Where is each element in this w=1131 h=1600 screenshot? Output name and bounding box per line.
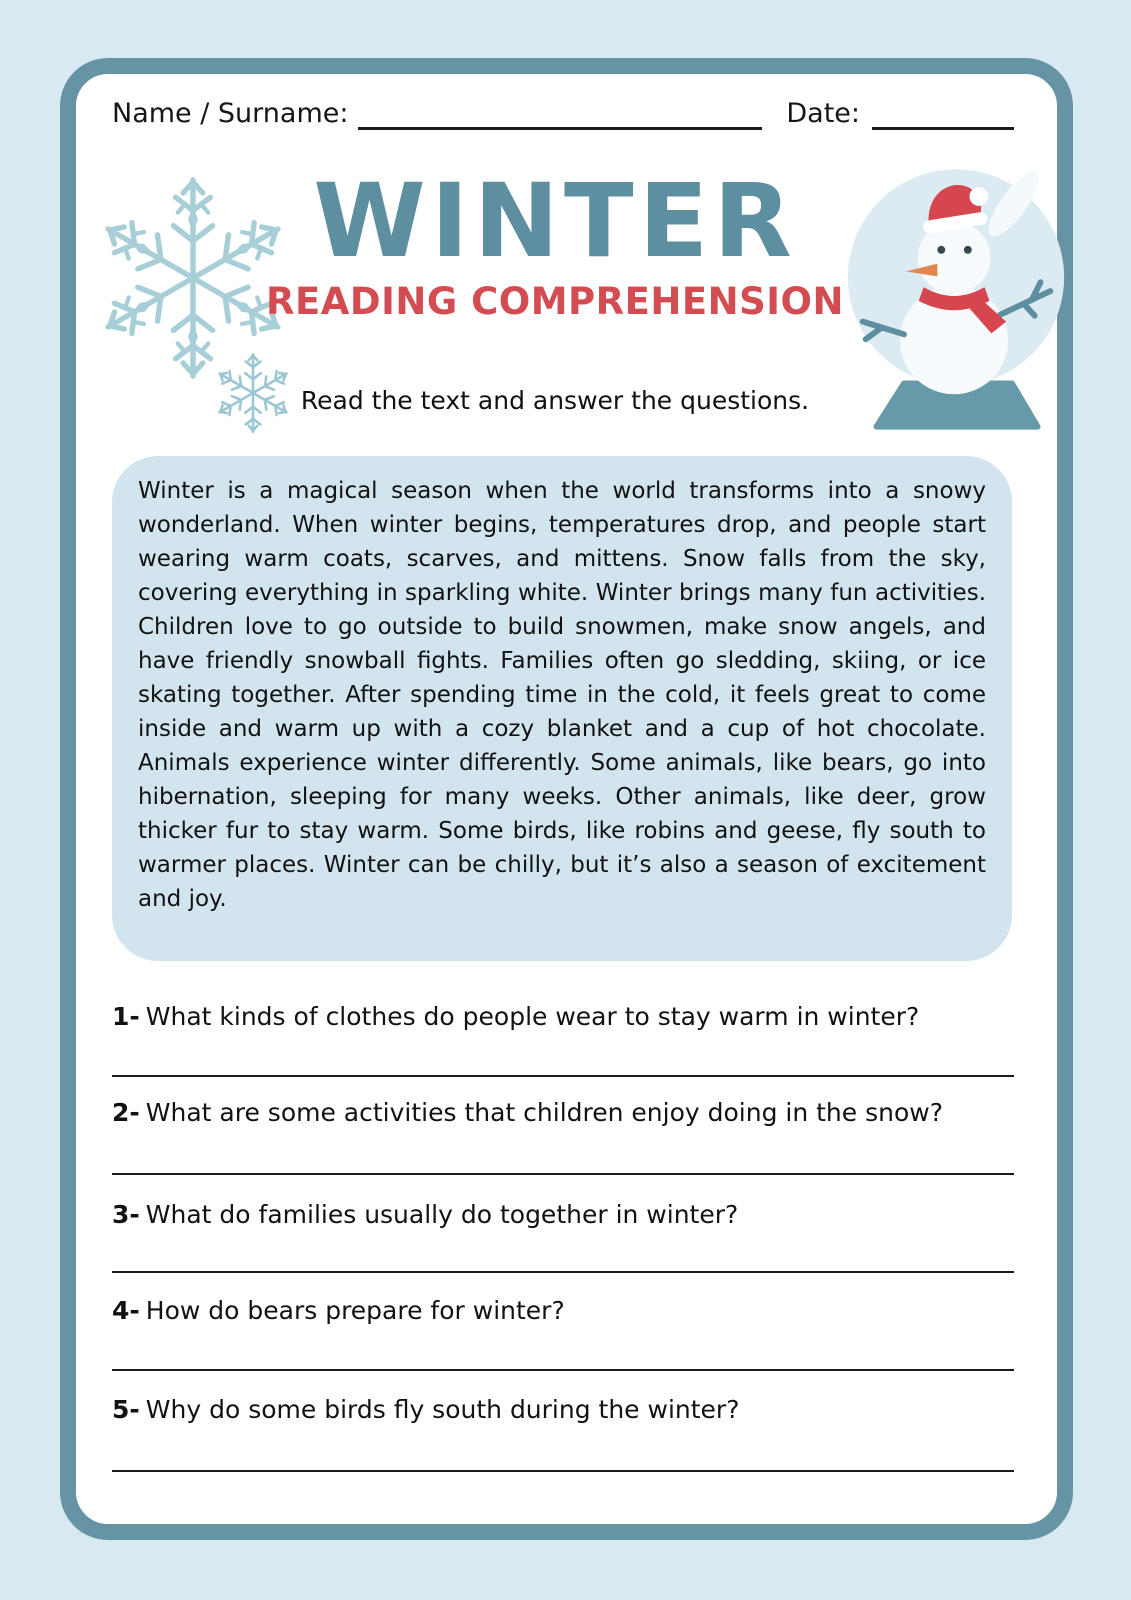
- question-4-number: 4-: [112, 1296, 140, 1325]
- question-2: [112, 1097, 1014, 1128]
- question-3-number: 3-: [112, 1200, 140, 1229]
- question-4: [112, 1295, 1014, 1326]
- question-3: [112, 1199, 1014, 1230]
- page-title: WINTER: [313, 162, 797, 281]
- question-2-number: 2-: [112, 1098, 140, 1127]
- answer-line-5[interactable]: [112, 1470, 1014, 1472]
- date-input-line[interactable]: [872, 101, 1014, 130]
- answer-line-3[interactable]: [112, 1271, 1014, 1273]
- question-5: [112, 1394, 1014, 1425]
- title-block: [250, 162, 860, 324]
- instruction-text: Read the text and answer the questions.: [300, 386, 810, 415]
- question-1-text: What kinds of clothes do people wear to stay warm in winter?: [145, 1002, 920, 1031]
- page-subtitle: READING COMPREHENSION: [266, 280, 844, 324]
- passage-text: Winter is a magical season when the world transforms into a snowy wonderland. When winter begins, temperatures drop, and people start wearing warm coats, scarves, and mittens. Snow falls from the sky, covering everything in sparkling white. Winter brings many fun activities. Children love to go outside to build snowmen, make snow angels, and have friendly snowball fights. Families often go sledding, skiing, or ice skating together. After spending time in the cold, it feels great to come inside and warm up with a cozy blanket and a cup of hot chocolate. Animals experience winter differently. Some animals, like bears, go into hibernation, sleeping for many weeks. Other animals, like deer, grow thicker fur to stay warm. Some birds, like robins and geese, fly south to warmer places. Winter can be chilly, but it’s also a season of excitement and joy.: [138, 478, 986, 912]
- question-5-text: Why do some birds fly south during the winter?: [145, 1395, 740, 1424]
- question-3-text: What do families usually do together in winter?: [145, 1200, 739, 1229]
- passage-box: [112, 456, 1012, 961]
- answer-line-4[interactable]: [112, 1369, 1014, 1371]
- question-5-number: 5-: [112, 1395, 140, 1424]
- question-1-number: 1-: [112, 1002, 140, 1031]
- snow-globe-icon: [845, 158, 1071, 436]
- date-label: Date:: [786, 98, 860, 129]
- name-input-line[interactable]: [358, 101, 762, 130]
- answer-line-2[interactable]: [112, 1173, 1014, 1175]
- question-1: [112, 1001, 1014, 1032]
- question-2-text: What are some activities that children enjoy doing in the snow?: [145, 1098, 943, 1127]
- question-4-text: How do bears prepare for winter?: [145, 1296, 565, 1325]
- header-row: [112, 98, 1014, 130]
- name-label: Name / Surname:: [112, 98, 349, 129]
- answer-line-1[interactable]: [112, 1075, 1014, 1077]
